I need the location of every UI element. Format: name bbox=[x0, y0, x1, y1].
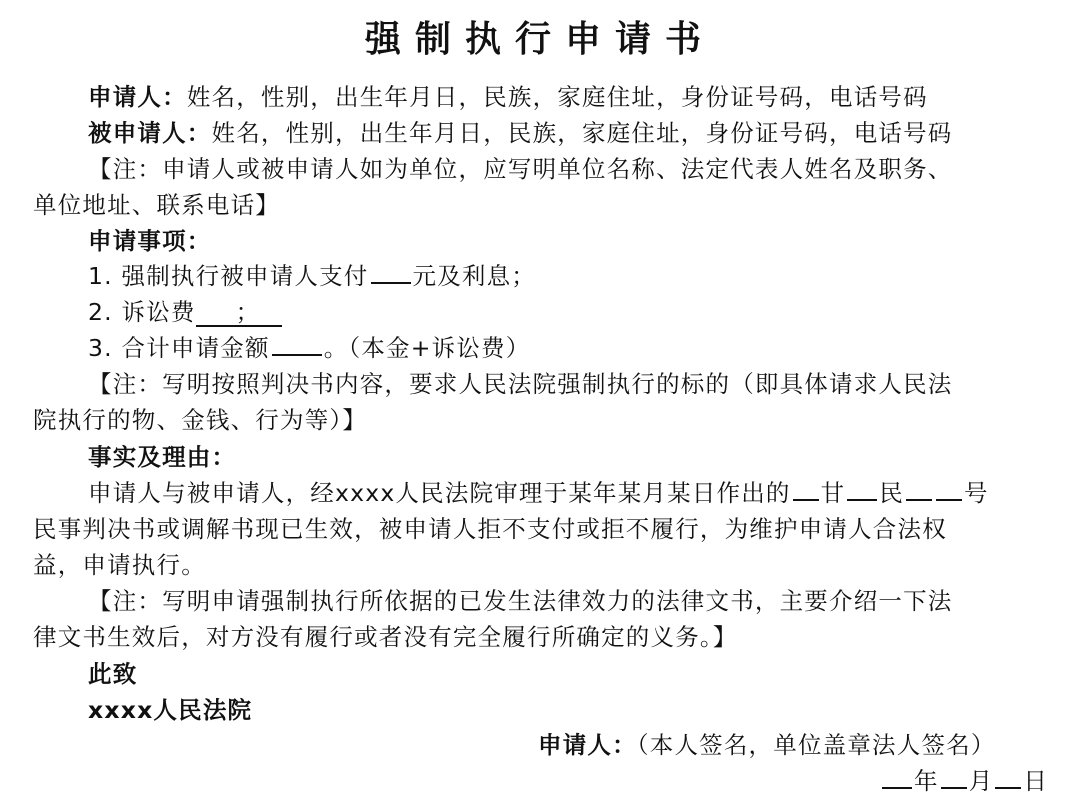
court-name: xxxx人民法院 bbox=[88, 696, 253, 724]
item1-prefix: 1. 强制执行被申请人支付 bbox=[88, 262, 369, 290]
respondent-line bbox=[88, 116, 953, 150]
facts-p1-prefix: 申请人与被申请人，经xxxx人民法院审理于某年某月某日作出的 bbox=[88, 479, 791, 507]
note3-line2: 律文书生效后，对方没有履行或者没有完全履行所确定的义务。】 bbox=[33, 623, 738, 651]
item3-blank bbox=[272, 332, 322, 356]
date-blank-day bbox=[995, 765, 1021, 789]
signature-line bbox=[538, 728, 996, 762]
facts-heading: 事实及理由： bbox=[88, 443, 237, 471]
applicant-label: 申请人： bbox=[88, 83, 187, 111]
note1-line2: 单位地址、联系电话】 bbox=[33, 191, 280, 219]
closing: 此致 bbox=[88, 660, 138, 688]
facts-p1-line1 bbox=[88, 476, 989, 510]
item-3 bbox=[88, 331, 530, 365]
facts-hao: 号 bbox=[964, 479, 989, 507]
item-1 bbox=[88, 259, 536, 293]
respondent-label: 被申请人： bbox=[88, 119, 212, 147]
facts-p1-line3: 益，申请执行。 bbox=[33, 551, 206, 579]
date-year: 年 bbox=[914, 767, 939, 795]
note1-line1: 【注：申请人或被申请人如为单位，应写明单位名称、法定代表人姓名及职务、 bbox=[88, 155, 953, 183]
items-heading: 申请事项： bbox=[88, 227, 212, 255]
respondent-fields: 姓名，性别，出生年月日，民族，家庭住址，身份证号码，电话号码 bbox=[211, 119, 953, 147]
date-month: 月 bbox=[968, 767, 994, 795]
date-day: 日 bbox=[1023, 767, 1049, 795]
item3-suffix: 。（本金+诉讼费） bbox=[323, 334, 531, 362]
item2-blank: ； bbox=[196, 299, 283, 327]
note2-line1: 【注：写明按照判决书内容，要求人民法院强制执行的标的（即具体请求人民法 bbox=[88, 370, 953, 398]
facts-min: 民 bbox=[879, 479, 905, 507]
facts-blank-court bbox=[847, 477, 877, 501]
signature-text: （本人签名，单位盖章法人签名） bbox=[636, 731, 996, 759]
note3-line1: 【注：写明申请强制执行所依据的已发生法律效力的法律文书，主要介绍一下法 bbox=[88, 587, 953, 615]
facts-blank-year bbox=[793, 477, 819, 501]
applicant-line bbox=[88, 80, 928, 114]
item1-suffix: 元及利息； bbox=[412, 262, 536, 290]
facts-gan: 甘 bbox=[820, 479, 846, 507]
date-blank-month bbox=[941, 765, 967, 789]
date-line bbox=[880, 764, 1048, 798]
applicant-fields: 姓名，性别，出生年月日，民族，家庭住址，身份证号码，电话号码 bbox=[186, 83, 928, 111]
facts-p1-line2: 民事判决书或调解书现已生效，被申请人拒不支付或拒不履行，为维护申请人合法权 bbox=[33, 515, 947, 543]
signature-label: 申请人： bbox=[538, 731, 637, 759]
facts-blank-number bbox=[936, 477, 962, 501]
item3-prefix: 3. 合计申请金额 bbox=[88, 334, 270, 362]
document-title: 强制执行申请书 bbox=[364, 19, 715, 60]
facts-blank-type bbox=[906, 477, 932, 501]
item2-prefix: 2. 诉讼费 bbox=[88, 298, 196, 326]
date-blank-year bbox=[882, 765, 912, 789]
item-2 bbox=[88, 295, 282, 329]
item1-blank bbox=[371, 260, 411, 284]
note2-line2: 院执行的物、金钱、行为等）】 bbox=[33, 406, 368, 434]
